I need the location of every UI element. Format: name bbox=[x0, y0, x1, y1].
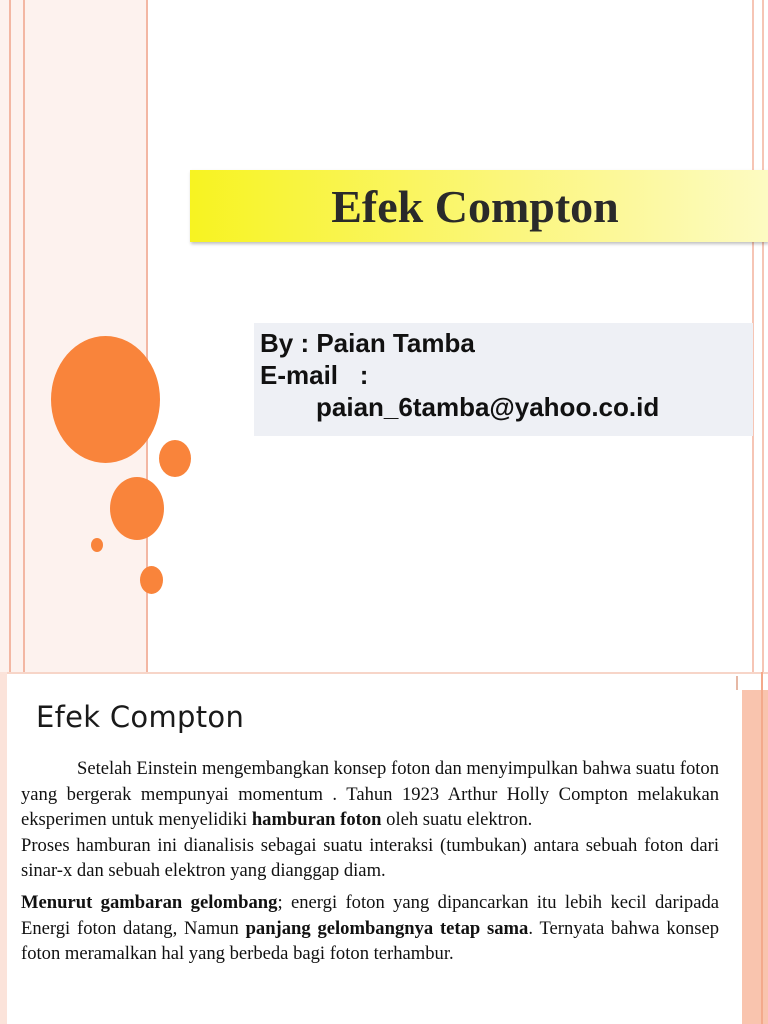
section-heading: Efek Compton bbox=[36, 700, 245, 734]
right-decor-line bbox=[762, 0, 764, 672]
paragraph-text: Setelah Einstein mengembangkan konsep foton dan menyimpulkan bahwa suatu foton yang bergerak mempunyai momentum . Tahun 1923 Arthur Holly Compton melakukan eksperimen untuk menyelidiki bbox=[21, 758, 719, 831]
body-text bbox=[21, 756, 719, 967]
slide-title: Efek Compton bbox=[331, 180, 619, 232]
bold-term: panjang gelombangnya tetap sama bbox=[245, 917, 529, 939]
bold-term: hamburan foton bbox=[251, 809, 382, 831]
author-name: By : Paian Tamba bbox=[260, 328, 475, 358]
email-address: paian_6tamba@yahoo.co.id bbox=[316, 392, 660, 422]
left-decor-band bbox=[0, 0, 146, 672]
left-decor-strip bbox=[0, 672, 7, 1024]
decor-circle-small bbox=[140, 566, 163, 594]
bold-term: Menurut gambaran gelombang bbox=[21, 891, 278, 913]
decor-circle-medium bbox=[110, 477, 164, 540]
decor-circle-small bbox=[159, 440, 191, 477]
title-banner bbox=[190, 170, 768, 242]
decor-circle-dot bbox=[91, 538, 103, 552]
paragraph-3 bbox=[21, 890, 719, 967]
paragraph-2: Proses hamburan ini dianalisis sebagai suatu interaksi (tumbukan) antara sebuah foton dari sinar-x dan sebuah elektron yang dianggap diam. bbox=[21, 834, 719, 882]
author-info-box bbox=[254, 323, 753, 436]
right-decor-band bbox=[742, 690, 768, 1024]
left-decor-line bbox=[9, 0, 11, 672]
slide-divider bbox=[0, 672, 768, 674]
paragraph-text: . Ternyata bahwa konsep foton meramalkan hal yang berbeda bagi foton terhambur. bbox=[21, 917, 720, 965]
right-decor-line bbox=[736, 676, 738, 690]
paragraph-text: ; energi foton yang dipancarkan itu lebih kecil daripada Energi foton datang, Namun bbox=[21, 891, 719, 939]
decor-circle-large bbox=[51, 336, 160, 463]
left-decor-line bbox=[23, 0, 25, 672]
content-slide bbox=[0, 672, 768, 1024]
paragraph-text: oleh suatu elektron. bbox=[381, 809, 533, 831]
right-decor-line bbox=[761, 672, 763, 1024]
email-label: E-mail : bbox=[260, 360, 369, 390]
paragraph-1 bbox=[21, 756, 719, 833]
